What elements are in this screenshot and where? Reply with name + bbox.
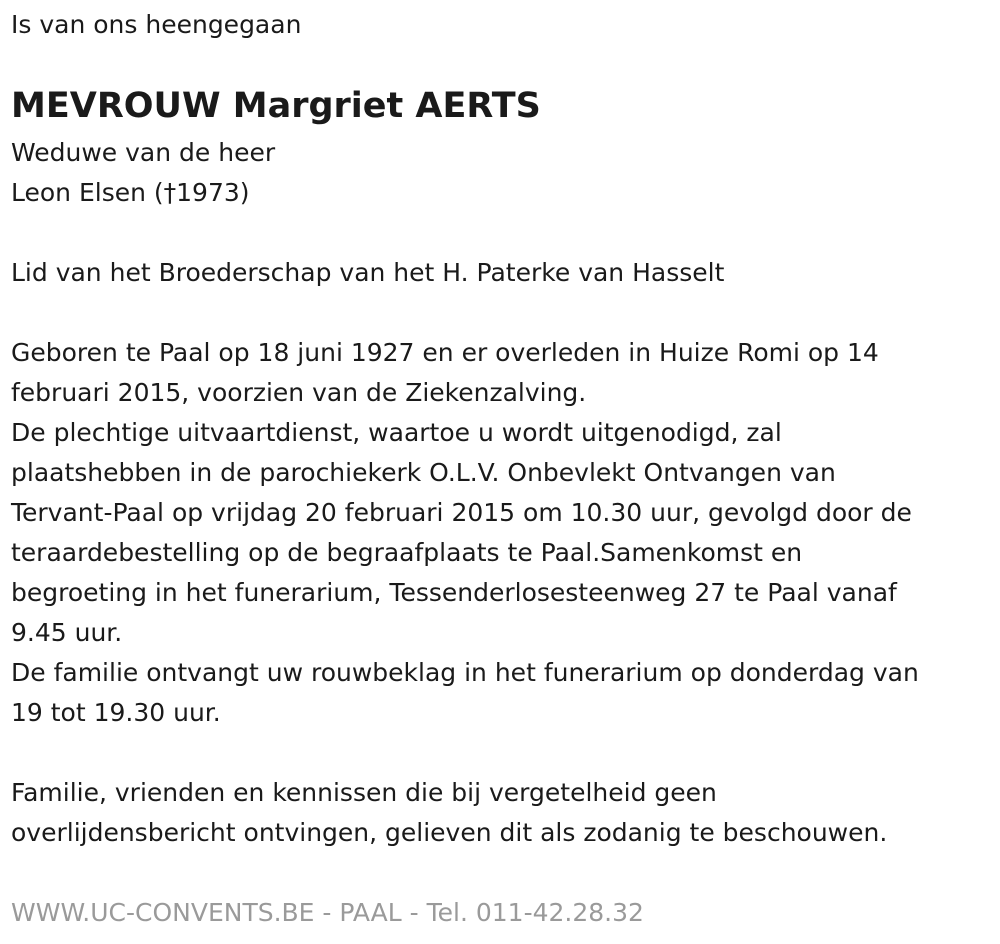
spouse-line: Leon Elsen (†1973) [11, 178, 250, 207]
body-text [11, 333, 919, 733]
membership-line: Lid van het Broederschap van het H. Paterke van Hasselt [11, 258, 725, 287]
body-line: De plechtige uitvaartdienst, waartoe u wordt uitgenodigd, zal [11, 418, 782, 447]
closing-text [11, 773, 887, 853]
footer-contact: WWW.UC-CONVENTS.BE - PAAL - Tel. 011-42.28.32 [11, 898, 644, 927]
spouse-block [11, 133, 275, 213]
body-line: De familie ontvangt uw rouwbeklag in het funerarium op donderdag van [11, 658, 919, 687]
intro-line: Is van ons heengegaan [11, 10, 302, 39]
body-line: februari 2015, voorzien van de Ziekenzalving. [11, 378, 587, 407]
membership-block [11, 253, 724, 293]
deceased-name: MEVROUW Margriet AERTS [11, 86, 541, 126]
body-line: Tervant-Paal op vrijdag 20 februari 2015 om 10.30 uur, gevolgd door de [11, 498, 912, 527]
widow-line: Weduwe van de heer [11, 138, 276, 167]
body-line: 9.45 uur. [11, 618, 123, 647]
body-line: teraardebestelling op de begraafplaats te Paal.Samenkomst en [11, 538, 803, 567]
closing-line: overlijdensbericht ontvingen, gelieven dit als zodanig te beschouwen. [11, 818, 888, 847]
closing-line: Familie, vrienden en kennissen die bij vergetelheid geen [11, 778, 717, 807]
body-line: Geboren te Paal op 18 juni 1927 en er overleden in Huize Romi op 14 [11, 338, 879, 367]
body-line: 19 tot 19.30 uur. [11, 698, 221, 727]
body-line: plaatshebben in de parochiekerk O.L.V. Onbevlekt Ontvangen van [11, 458, 836, 487]
body-line: begroeting in het funerarium, Tessenderlosesteenweg 27 te Paal vanaf [11, 578, 897, 607]
